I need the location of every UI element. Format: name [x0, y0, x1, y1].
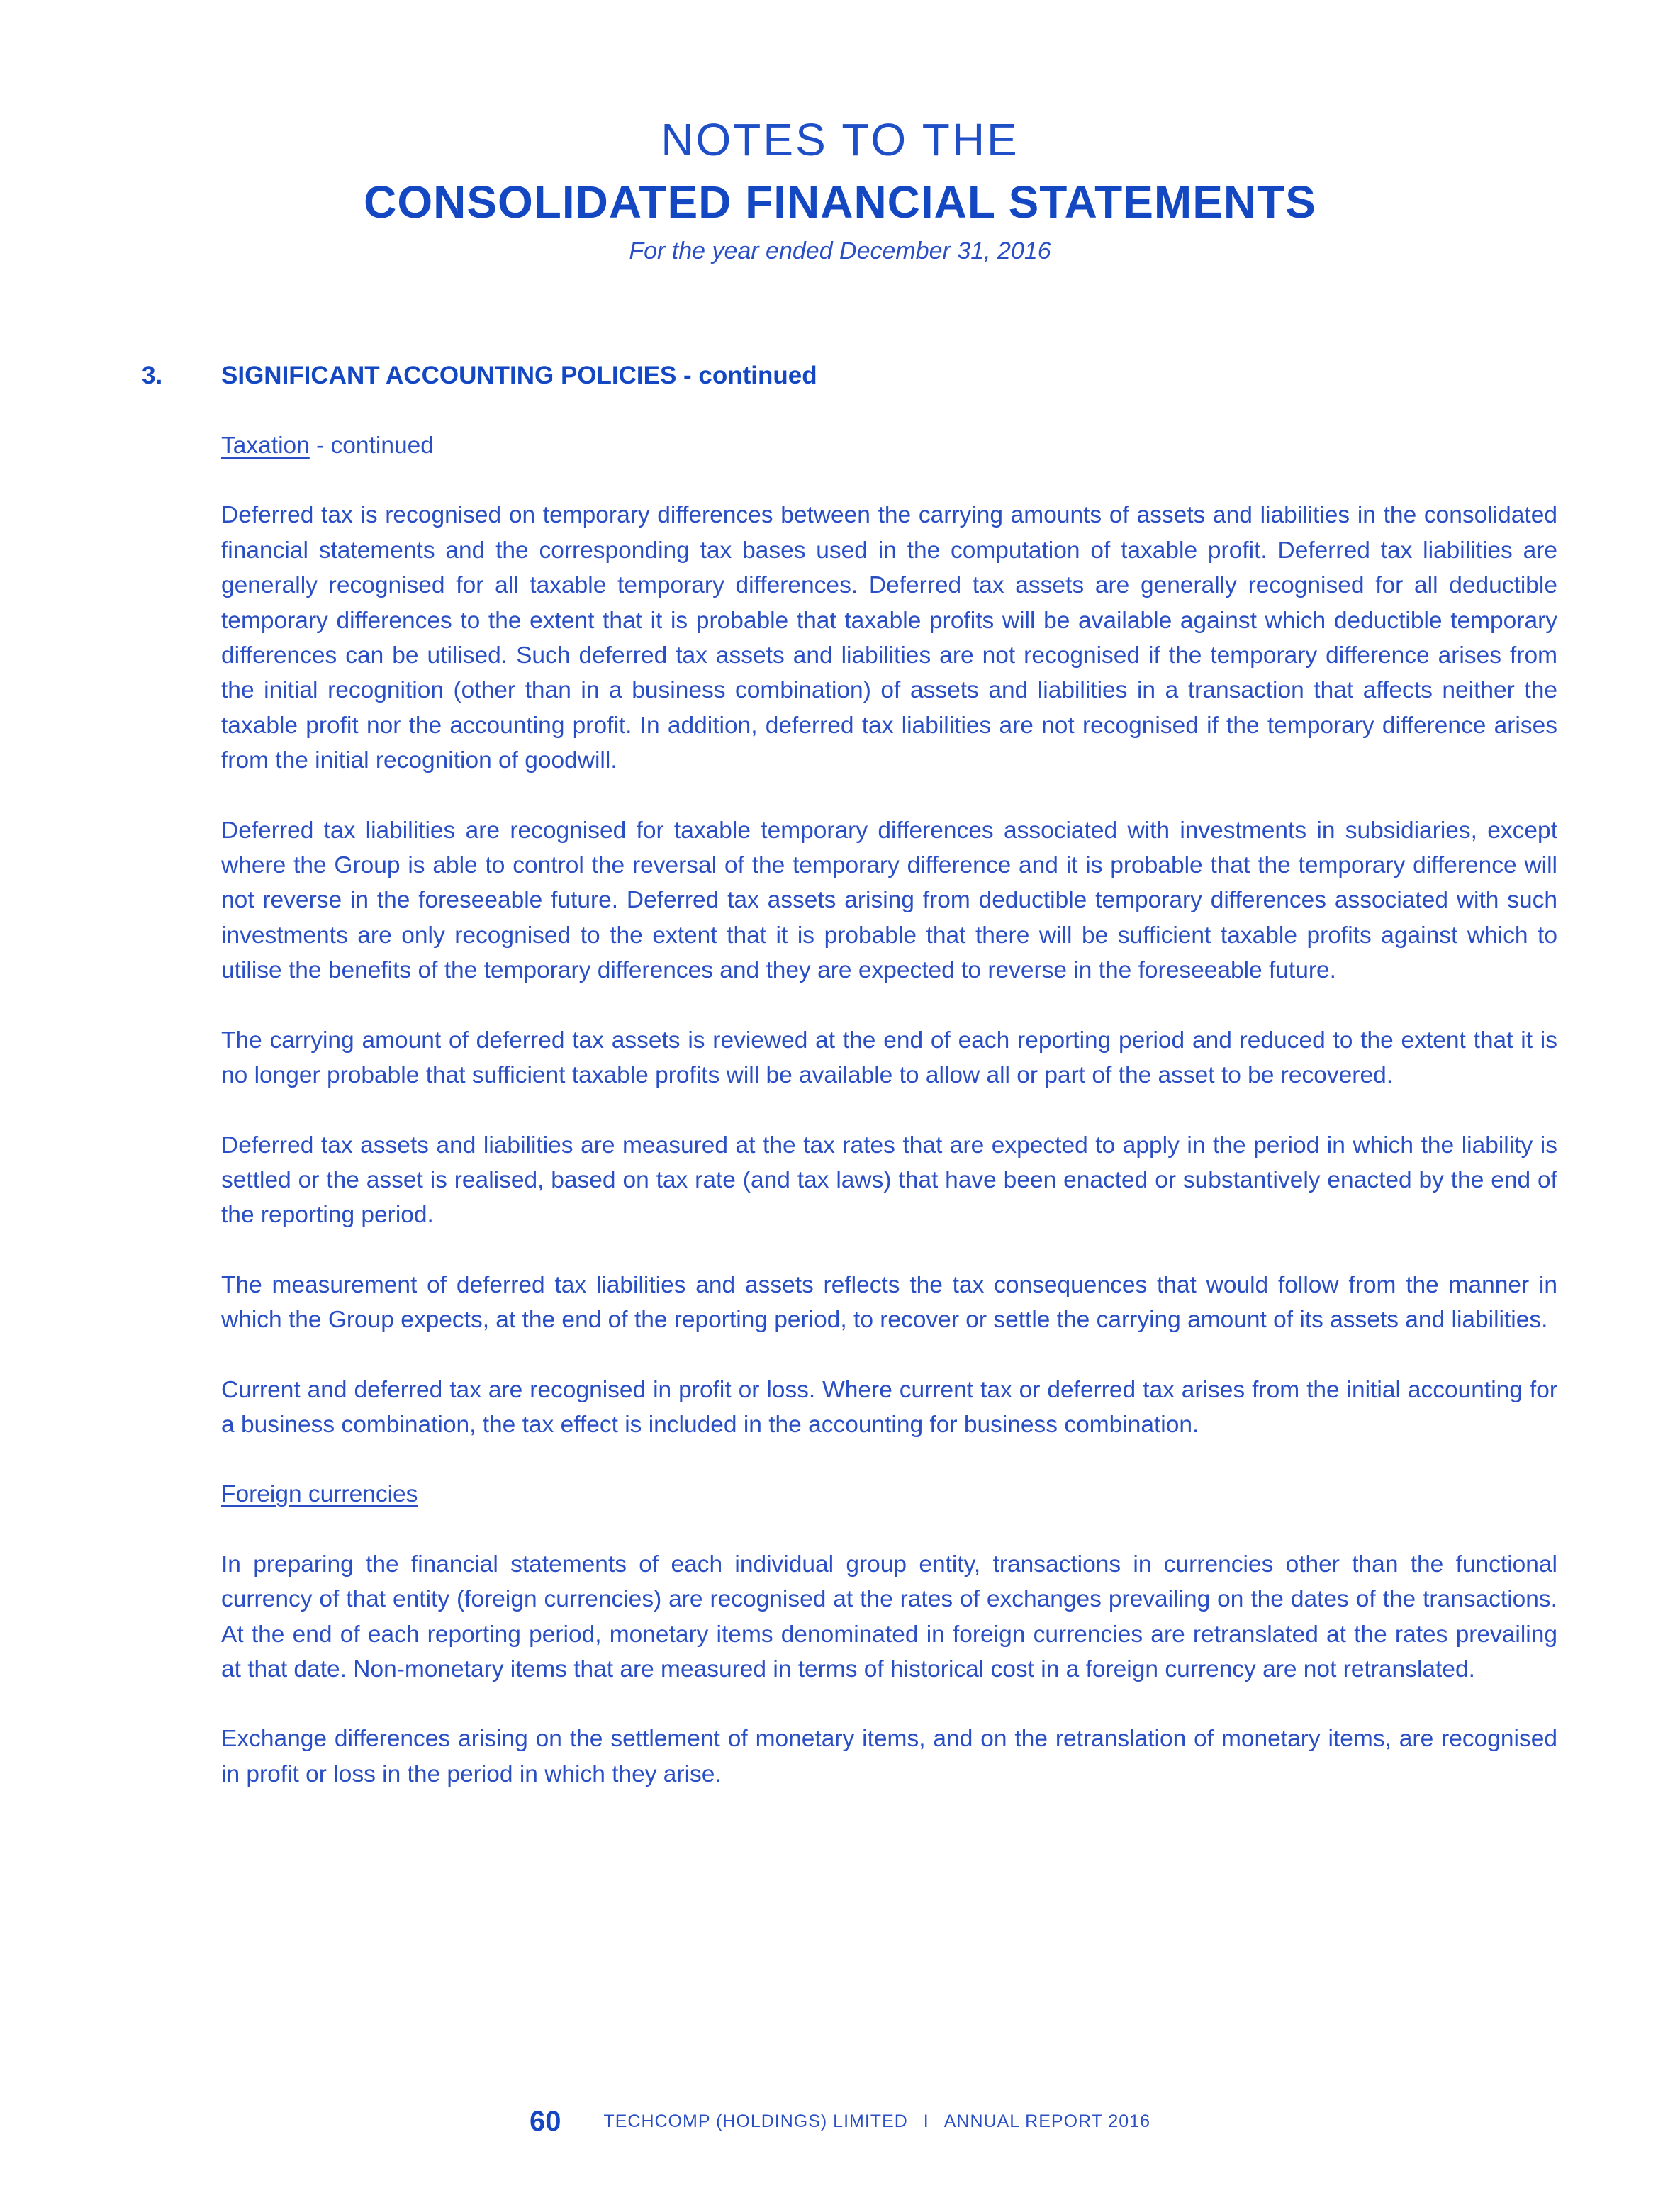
footer-report: ANNUAL REPORT 2016: [943, 2111, 1151, 2131]
taxation-paragraph: Deferred tax is recognised on temporary differences between the carrying amounts of assets and liabilities in the consolidated financial statements and the corresponding tax bases used in the computation of taxable profit. Deferred tax liabilities are generally recognised for all taxable temporary differences. Deferred tax assets are generally recognised for all deductible temporary differences to the extent that it is probable that taxable profits will be available against which deductible temporary differences can be utilised. Such deferred tax assets and liabilities are not recognised if the temporary difference arises from the initial recognition (other than in a business combination) of assets and liabilities in a transaction that affects neither the taxable profit nor the accounting profit. In addition, deferred tax liabilities are not recognised if the temporary difference arises from the initial recognition of goodwill.: [221, 502, 1557, 774]
taxation-paragraph: Current and deferred tax are recognised in profit or loss. Where current tax or deferred tax arises from the initial accounting for a business combination, the tax effect is included in the accounting for business combination.: [221, 1376, 1557, 1438]
header-title-line2: CONSOLIDATED FINANCIAL STATEMENTS: [364, 177, 1316, 228]
section-heading: [142, 358, 1559, 393]
page-number: 60: [529, 2106, 561, 2137]
taxation-paragraph: The carrying amount of deferred tax assets is reviewed at the end of each reporting period and reduced to the extent that it is no longer probable that sufficient taxable profits will be available to allow all or part of the asset to be recovered.: [221, 1027, 1557, 1089]
section-title: SIGNIFICANT ACCOUNTING POLICIES - continued: [221, 362, 817, 389]
taxation-heading: Taxation: [221, 432, 310, 459]
taxation-paragraph: The measurement of deferred tax liabilities and assets reflects the tax consequences that would follow from the manner in which the Group expects, at the end of the reporting period, to recover or settle the carrying amount of its assets and liabilities.: [221, 1271, 1557, 1334]
foreign-currencies-paragraph: In preparing the financial statements of each individual group entity, transactions in currencies other than the functional currency of that entity (foreign currencies) are recognised at the rates of exchanges prevailing on the dates of the transactions. At the end of each reporting period, monetary items denominated in foreign currencies are retranslated at the rates prevailing at that date. Non-monetary items that are measured in terms of historical cost in a foreign currency are not retranslated.: [221, 1551, 1557, 1682]
page-header: [0, 110, 1680, 269]
footer-company: TECHCOMP (HOLDINGS) LIMITED: [603, 2111, 908, 2131]
page-footer: [0, 2106, 1680, 2138]
taxation-paragraph: Deferred tax liabilities are recognised for taxable temporary differences associated with investments in subsidiaries, except where the Group is able to control the reversal of the temporary difference and it is probable that the temporary difference will not reverse in the foreseeable future. Deferred tax assets arising from deductible temporary differences associated with such investments are only recognised to the extent that it is probable that there will be sufficient taxable profits against which to utilise the benefits of the temporary differences and they are expected to reverse in the foreseeable future.: [221, 817, 1557, 984]
taxation-paragraph: Deferred tax assets and liabilities are measured at the tax rates that are expected to apply in the period in which the liability is settled or the asset is realised, based on tax rate (and tax laws) that have been enacted or substantively enacted by the end of the reporting period.: [221, 1132, 1557, 1229]
footer-separator: I: [923, 2111, 929, 2131]
foreign-currencies-paragraph: Exchange differences arising on the settlement of monetary items, and on the retranslation of monetary items, are recognised in profit or loss in the period in which they arise.: [221, 1726, 1557, 1787]
section-number: 3.: [142, 362, 163, 389]
foreign-currencies-subheading: [221, 1477, 1557, 1512]
header-subtitle: For the year ended December 31, 2016: [629, 238, 1051, 264]
notes-body: [221, 428, 1557, 1792]
header-title-line1: NOTES TO THE: [661, 114, 1019, 165]
foreign-currencies-heading: Foreign currencies: [221, 1481, 418, 1508]
taxation-subheading: [221, 428, 1557, 463]
taxation-heading-suffix: - continued: [309, 432, 434, 459]
